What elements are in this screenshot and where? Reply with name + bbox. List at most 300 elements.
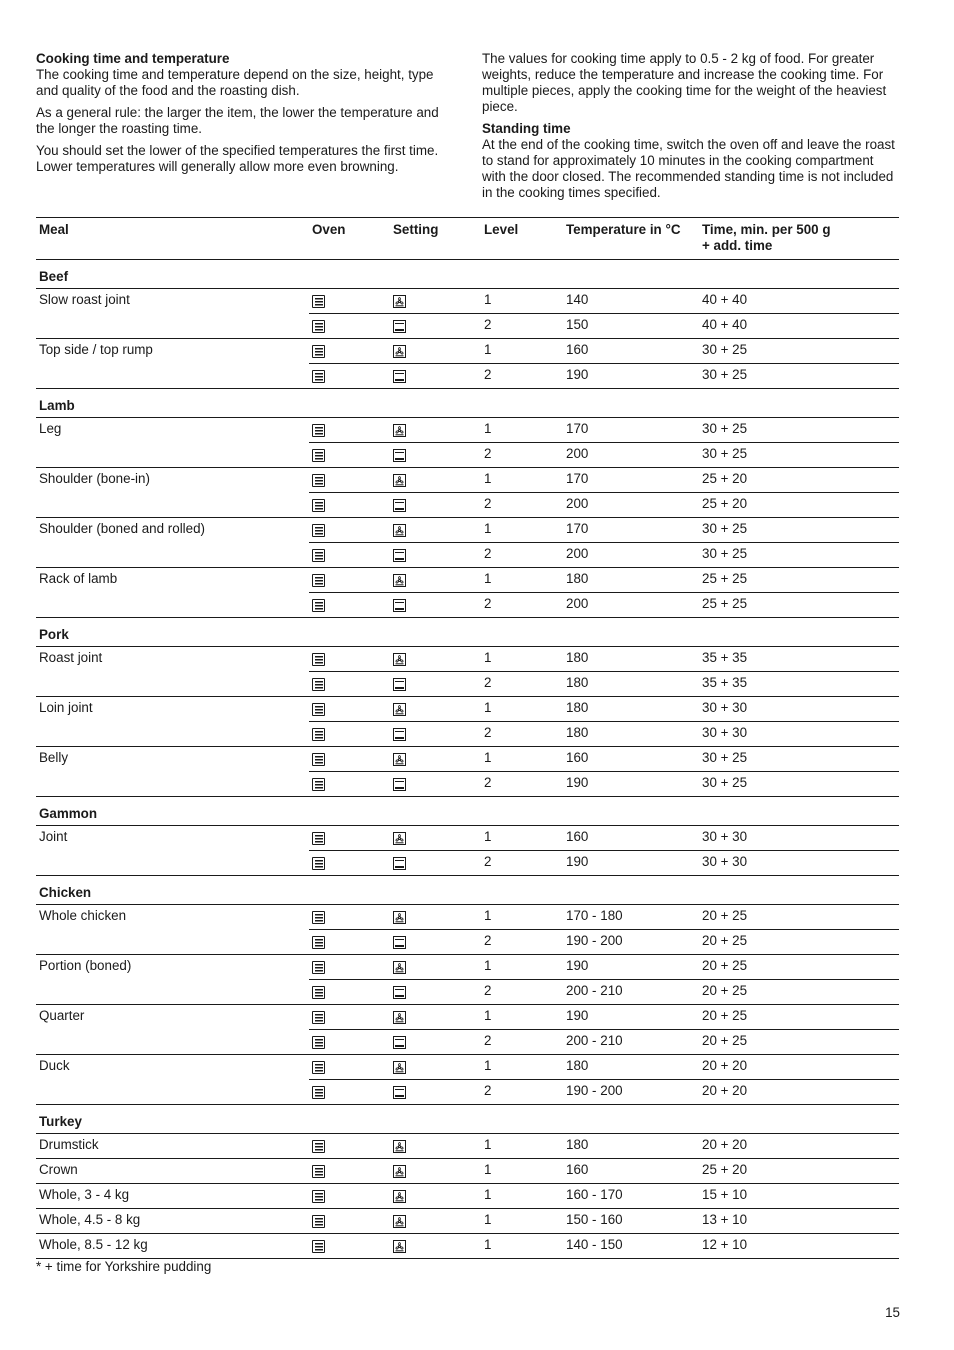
- conventional-heat-icon: [393, 1036, 406, 1049]
- cell-oven: [309, 851, 390, 876]
- cell-time: 35 + 35: [699, 672, 899, 697]
- group-title: Gammon: [36, 797, 899, 826]
- cell-time: 20 + 25: [699, 1030, 899, 1055]
- cell-meal: Rack of lamb: [39, 571, 118, 586]
- table-row: [36, 930, 899, 955]
- cell-oven: [309, 468, 390, 493]
- cell-oven: [309, 980, 390, 1005]
- cell-temperature: 170 - 180: [563, 905, 699, 930]
- cell-oven: [309, 1209, 390, 1234]
- cell-setting: [390, 747, 481, 772]
- cell-meal: Drumstick: [36, 1134, 309, 1159]
- cell-level: 2: [481, 930, 563, 955]
- oven-icon: [312, 678, 325, 691]
- header-setting: Setting: [390, 218, 481, 260]
- cell-time: 20 + 25: [699, 930, 899, 955]
- cell-setting: [390, 493, 481, 518]
- cell-meal: [36, 772, 309, 797]
- cell-time: 25 + 25: [699, 568, 899, 593]
- table-row: [36, 364, 899, 389]
- oven-icon: [312, 1165, 325, 1178]
- cell-level: 2: [481, 1080, 563, 1105]
- cell-setting: [390, 518, 481, 543]
- cell-setting: [390, 543, 481, 568]
- fan-heat-icon: [393, 832, 406, 845]
- fan-heat-icon: [393, 1011, 406, 1024]
- table-row: [36, 314, 899, 339]
- cell-time: 25 + 20: [699, 468, 899, 493]
- cell-oven: [309, 697, 390, 722]
- table-row: [36, 1234, 899, 1259]
- cell-temperature: 160: [563, 747, 699, 772]
- conventional-heat-icon: [393, 1086, 406, 1099]
- cell-level: 1: [481, 1234, 563, 1259]
- cell-level: 2: [481, 1030, 563, 1055]
- cell-oven: [309, 593, 390, 618]
- cell-oven: [309, 443, 390, 468]
- cell-time: 25 + 20: [699, 493, 899, 518]
- oven-icon: [312, 345, 325, 358]
- cell-level: 2: [481, 493, 563, 518]
- header-temperature: Temperature in °C: [563, 218, 699, 260]
- oven-icon: [312, 911, 325, 924]
- cell-time: 30 + 30: [699, 826, 899, 851]
- cell-setting: [390, 980, 481, 1005]
- cell-setting: [390, 1055, 481, 1080]
- cell-oven: [309, 1005, 390, 1030]
- cell-meal: Top side / top rump: [39, 342, 153, 357]
- fan-heat-icon: [393, 653, 406, 666]
- cell-time: 25 + 25: [699, 593, 899, 618]
- oven-icon: [312, 653, 325, 666]
- cell-temperature: 170: [563, 418, 699, 443]
- cell-setting: [390, 314, 481, 339]
- conventional-heat-icon: [393, 599, 406, 612]
- cell-meal: [36, 930, 309, 955]
- cell-oven: [309, 672, 390, 697]
- header-oven: Oven: [309, 218, 390, 260]
- fan-heat-icon: [393, 295, 406, 308]
- oven-icon: [312, 1036, 325, 1049]
- cell-oven: [309, 1030, 390, 1055]
- cell-temperature: 190: [563, 851, 699, 876]
- table-group-row: [36, 1105, 899, 1134]
- fan-heat-icon: [393, 474, 406, 487]
- cell-oven: [309, 930, 390, 955]
- cell-oven: [309, 1234, 390, 1259]
- oven-icon: [312, 474, 325, 487]
- oven-icon: [312, 1140, 325, 1153]
- group-title: Turkey: [36, 1105, 899, 1134]
- cell-setting: [390, 1080, 481, 1105]
- cell-meal: Whole, 3 - 4 kg: [36, 1184, 309, 1209]
- cell-meal: Portion (boned): [39, 958, 132, 973]
- cell-meal: [36, 593, 309, 618]
- cell-time: 20 + 20: [699, 1134, 899, 1159]
- table-row: [36, 1159, 899, 1184]
- cell-meal: [36, 543, 309, 568]
- cell-time: 30 + 25: [699, 443, 899, 468]
- oven-icon: [312, 549, 325, 562]
- oven-icon: [312, 986, 325, 999]
- cell-meal: Quarter: [39, 1008, 85, 1023]
- conventional-heat-icon: [393, 370, 406, 383]
- cell-meal: [36, 493, 309, 518]
- cell-setting: [390, 1184, 481, 1209]
- fan-heat-icon: [393, 574, 406, 587]
- group-title: Beef: [36, 260, 899, 289]
- table-group-row: [36, 618, 899, 647]
- fan-heat-icon: [393, 1190, 406, 1203]
- intro-left-column: [36, 51, 454, 207]
- cell-time: 30 + 25: [699, 772, 899, 797]
- cell-setting: [390, 772, 481, 797]
- conventional-heat-icon: [393, 728, 406, 741]
- cell-temperature: 160: [563, 826, 699, 851]
- cell-meal: Belly: [39, 750, 69, 765]
- cell-level: 1: [481, 1134, 563, 1159]
- oven-icon: [312, 449, 325, 462]
- cell-time: 15 + 10: [699, 1184, 899, 1209]
- cell-temperature: 150 - 160: [563, 1209, 699, 1234]
- cell-temperature: 200: [563, 493, 699, 518]
- cell-meal: Slow roast joint: [39, 292, 130, 307]
- header-level: Level: [481, 218, 563, 260]
- cooking-time-heading: Cooking time and temperature: [36, 51, 230, 66]
- cell-meal: Duck: [39, 1058, 70, 1073]
- table-header-row: [36, 218, 899, 260]
- cell-oven: [309, 905, 390, 930]
- table-row: [36, 826, 899, 851]
- cell-setting: [390, 722, 481, 747]
- cell-setting: [390, 851, 481, 876]
- cell-temperature: 190: [563, 772, 699, 797]
- cell-temperature: 160 - 170: [563, 1184, 699, 1209]
- cell-meal: Whole, 4.5 - 8 kg: [36, 1209, 309, 1234]
- oven-icon: [312, 728, 325, 741]
- cell-meal: [36, 364, 309, 389]
- cell-meal: Roast joint: [39, 650, 103, 665]
- cell-level: 2: [481, 722, 563, 747]
- cell-level: 1: [481, 647, 563, 672]
- intro-paragraph: At the end of the cooking time, switch the oven off and leave the roast to stand for approximately 10 minutes in the cooking compartment with the door closed. The recommended standing time is not included in the cooking times specified.: [482, 137, 895, 200]
- cell-oven: [309, 1080, 390, 1105]
- cell-level: 1: [481, 339, 563, 364]
- oven-icon: [312, 857, 325, 870]
- cell-level: 1: [481, 518, 563, 543]
- standing-time-heading: Standing time: [482, 121, 571, 136]
- oven-icon: [312, 499, 325, 512]
- cell-time: 40 + 40: [699, 289, 899, 314]
- conventional-heat-icon: [393, 778, 406, 791]
- cell-temperature: 200: [563, 593, 699, 618]
- cell-temperature: 180: [563, 722, 699, 747]
- oven-icon: [312, 703, 325, 716]
- table-row: [36, 1030, 899, 1055]
- conventional-heat-icon: [393, 986, 406, 999]
- oven-icon: [312, 961, 325, 974]
- oven-icon: [312, 574, 325, 587]
- cell-meal: [36, 851, 309, 876]
- cell-level: 2: [481, 980, 563, 1005]
- cell-meal: [36, 314, 309, 339]
- cell-level: 2: [481, 364, 563, 389]
- cell-temperature: 180: [563, 647, 699, 672]
- oven-icon: [312, 524, 325, 537]
- header-time: Time, min. per 500 g + add. time: [699, 218, 899, 260]
- cell-level: 1: [481, 747, 563, 772]
- cell-level: 1: [481, 955, 563, 980]
- conventional-heat-icon: [393, 936, 406, 949]
- table-row: [36, 518, 899, 543]
- cell-level: 1: [481, 1209, 563, 1234]
- cell-temperature: 180: [563, 697, 699, 722]
- cell-time: 30 + 25: [699, 518, 899, 543]
- cell-meal: Whole, 8.5 - 12 kg: [36, 1234, 309, 1259]
- oven-icon: [312, 1240, 325, 1253]
- cell-meal: Shoulder (boned and rolled): [39, 521, 206, 536]
- cell-oven: [309, 826, 390, 851]
- cell-level: 1: [481, 289, 563, 314]
- cell-meal: [36, 980, 309, 1005]
- oven-icon: [312, 320, 325, 333]
- oven-icon: [312, 1190, 325, 1203]
- cell-setting: [390, 697, 481, 722]
- cell-oven: [309, 772, 390, 797]
- cell-oven: [309, 1134, 390, 1159]
- cell-time: 20 + 25: [699, 905, 899, 930]
- cell-oven: [309, 314, 390, 339]
- cell-setting: [390, 1159, 481, 1184]
- intro-right-column: [482, 51, 900, 207]
- conventional-heat-icon: [393, 857, 406, 870]
- cell-oven: [309, 955, 390, 980]
- cell-time: 30 + 25: [699, 364, 899, 389]
- oven-icon: [312, 1215, 325, 1228]
- cell-time: 40 + 40: [699, 314, 899, 339]
- cell-setting: [390, 1234, 481, 1259]
- cell-temperature: 200 - 210: [563, 1030, 699, 1055]
- cell-temperature: 160: [563, 1159, 699, 1184]
- cell-setting: [390, 568, 481, 593]
- fan-heat-icon: [393, 961, 406, 974]
- cell-time: 20 + 25: [699, 980, 899, 1005]
- intro-paragraph: As a general rule: the larger the item, the lower the temperature and the longer the roasting time.: [36, 105, 439, 136]
- conventional-heat-icon: [393, 549, 406, 562]
- cell-oven: [309, 747, 390, 772]
- table-row: [36, 980, 899, 1005]
- cell-level: 2: [481, 543, 563, 568]
- cell-temperature: 180: [563, 672, 699, 697]
- table-group-row: [36, 389, 899, 418]
- oven-icon: [312, 295, 325, 308]
- cell-oven: [309, 289, 390, 314]
- cell-temperature: 180: [563, 568, 699, 593]
- oven-icon: [312, 599, 325, 612]
- table-row: [36, 1005, 899, 1030]
- cell-meal: Loin joint: [39, 700, 93, 715]
- cell-level: 2: [481, 443, 563, 468]
- cell-setting: [390, 339, 481, 364]
- fan-heat-icon: [393, 911, 406, 924]
- cell-temperature: 200 - 210: [563, 980, 699, 1005]
- cell-oven: [309, 1055, 390, 1080]
- cell-setting: [390, 905, 481, 930]
- cell-oven: [309, 543, 390, 568]
- cell-temperature: 190: [563, 1005, 699, 1030]
- cell-setting: [390, 468, 481, 493]
- cell-time: 30 + 25: [699, 543, 899, 568]
- table-row: [36, 593, 899, 618]
- cell-time: 13 + 10: [699, 1209, 899, 1234]
- cell-setting: [390, 1005, 481, 1030]
- table-row: [36, 543, 899, 568]
- cell-temperature: 200: [563, 443, 699, 468]
- cell-level: 1: [481, 1159, 563, 1184]
- cell-level: 1: [481, 1005, 563, 1030]
- table-group-row: [36, 797, 899, 826]
- cell-time: 20 + 25: [699, 955, 899, 980]
- cell-time: 20 + 20: [699, 1080, 899, 1105]
- table-row: [36, 468, 899, 493]
- table-row: [36, 722, 899, 747]
- cell-meal: Leg: [39, 421, 62, 436]
- fan-heat-icon: [393, 1165, 406, 1178]
- intro-paragraph: The values for cooking time apply to 0.5 - 2 kg of food. For greater weights, reduce the temperature and increase the cooking time. For multiple pieces, apply the cooking time for the weight of the heaviest piece.: [482, 51, 887, 114]
- conventional-heat-icon: [393, 449, 406, 462]
- roasting-table: [36, 217, 899, 1259]
- conventional-heat-icon: [393, 678, 406, 691]
- cell-setting: [390, 1030, 481, 1055]
- cell-level: 1: [481, 568, 563, 593]
- table-row: [36, 747, 899, 772]
- cell-setting: [390, 1134, 481, 1159]
- cell-setting: [390, 1209, 481, 1234]
- cell-temperature: 140 - 150: [563, 1234, 699, 1259]
- intro-text: [36, 51, 900, 207]
- table-group-row: [36, 876, 899, 905]
- cell-time: 30 + 30: [699, 697, 899, 722]
- cell-time: 35 + 35: [699, 647, 899, 672]
- cell-setting: [390, 364, 481, 389]
- cell-time: 12 + 10: [699, 1234, 899, 1259]
- table-row: [36, 1184, 899, 1209]
- oven-icon: [312, 1086, 325, 1099]
- table-row: [36, 772, 899, 797]
- cell-temperature: 140: [563, 289, 699, 314]
- table-row: [36, 697, 899, 722]
- cell-oven: [309, 568, 390, 593]
- cell-meal: Shoulder (bone-in): [39, 471, 150, 486]
- cell-meal: Whole chicken: [39, 908, 127, 923]
- cell-setting: [390, 930, 481, 955]
- group-title: Pork: [36, 618, 899, 647]
- cell-meal: [36, 443, 309, 468]
- cell-level: 1: [481, 905, 563, 930]
- cell-temperature: 170: [563, 468, 699, 493]
- cell-level: 1: [481, 418, 563, 443]
- table-row: [36, 289, 899, 314]
- intro-paragraph: You should set the lower of the specified temperatures the first time. Lower temperatures will generally allow more even browning.: [36, 143, 439, 174]
- table-row: [36, 339, 899, 364]
- table-group-row: [36, 260, 899, 289]
- header-meal: Meal: [36, 218, 309, 260]
- fan-heat-icon: [393, 1240, 406, 1253]
- oven-icon: [312, 1011, 325, 1024]
- cell-level: 2: [481, 772, 563, 797]
- fan-heat-icon: [393, 524, 406, 537]
- cell-meal: [36, 672, 309, 697]
- fan-heat-icon: [393, 753, 406, 766]
- cell-time: 30 + 30: [699, 851, 899, 876]
- cell-temperature: 160: [563, 339, 699, 364]
- fan-heat-icon: [393, 1215, 406, 1228]
- cell-temperature: 190 - 200: [563, 1080, 699, 1105]
- cell-level: 2: [481, 851, 563, 876]
- cell-level: 1: [481, 1055, 563, 1080]
- table-row: [36, 1209, 899, 1234]
- cell-meal: [36, 1080, 309, 1105]
- cell-temperature: 150: [563, 314, 699, 339]
- cell-level: 1: [481, 1184, 563, 1209]
- table-row: [36, 1134, 899, 1159]
- oven-icon: [312, 753, 325, 766]
- cell-temperature: 190: [563, 364, 699, 389]
- cell-setting: [390, 593, 481, 618]
- fan-heat-icon: [393, 424, 406, 437]
- cell-meal: [36, 722, 309, 747]
- cell-level: 2: [481, 593, 563, 618]
- cell-meal: Crown: [36, 1159, 309, 1184]
- oven-icon: [312, 832, 325, 845]
- table-row: [36, 672, 899, 697]
- oven-icon: [312, 936, 325, 949]
- oven-icon: [312, 424, 325, 437]
- cell-meal: [36, 1030, 309, 1055]
- oven-icon: [312, 370, 325, 383]
- table-row: [36, 568, 899, 593]
- cell-setting: [390, 289, 481, 314]
- cell-level: 1: [481, 468, 563, 493]
- intro-paragraph: The cooking time and temperature depend on the size, height, type and quality of the food and the roasting dish.: [36, 67, 434, 98]
- table-row: [36, 851, 899, 876]
- cell-time: 30 + 25: [699, 418, 899, 443]
- group-title: Lamb: [36, 389, 899, 418]
- fan-heat-icon: [393, 1061, 406, 1074]
- cell-oven: [309, 647, 390, 672]
- cell-temperature: 190: [563, 955, 699, 980]
- table-row: [36, 443, 899, 468]
- cell-temperature: 200: [563, 543, 699, 568]
- cell-level: 2: [481, 672, 563, 697]
- cell-meal: Joint: [39, 829, 68, 844]
- oven-icon: [312, 778, 325, 791]
- cell-setting: [390, 418, 481, 443]
- cell-oven: [309, 339, 390, 364]
- page-number: 15: [885, 1305, 900, 1320]
- cell-time: 30 + 30: [699, 722, 899, 747]
- cell-setting: [390, 826, 481, 851]
- cell-time: 30 + 25: [699, 339, 899, 364]
- cell-oven: [309, 722, 390, 747]
- cell-time: 20 + 20: [699, 1055, 899, 1080]
- table-row: [36, 418, 899, 443]
- cell-setting: [390, 647, 481, 672]
- cell-time: 30 + 25: [699, 747, 899, 772]
- conventional-heat-icon: [393, 499, 406, 512]
- cell-oven: [309, 518, 390, 543]
- table-row: [36, 1080, 899, 1105]
